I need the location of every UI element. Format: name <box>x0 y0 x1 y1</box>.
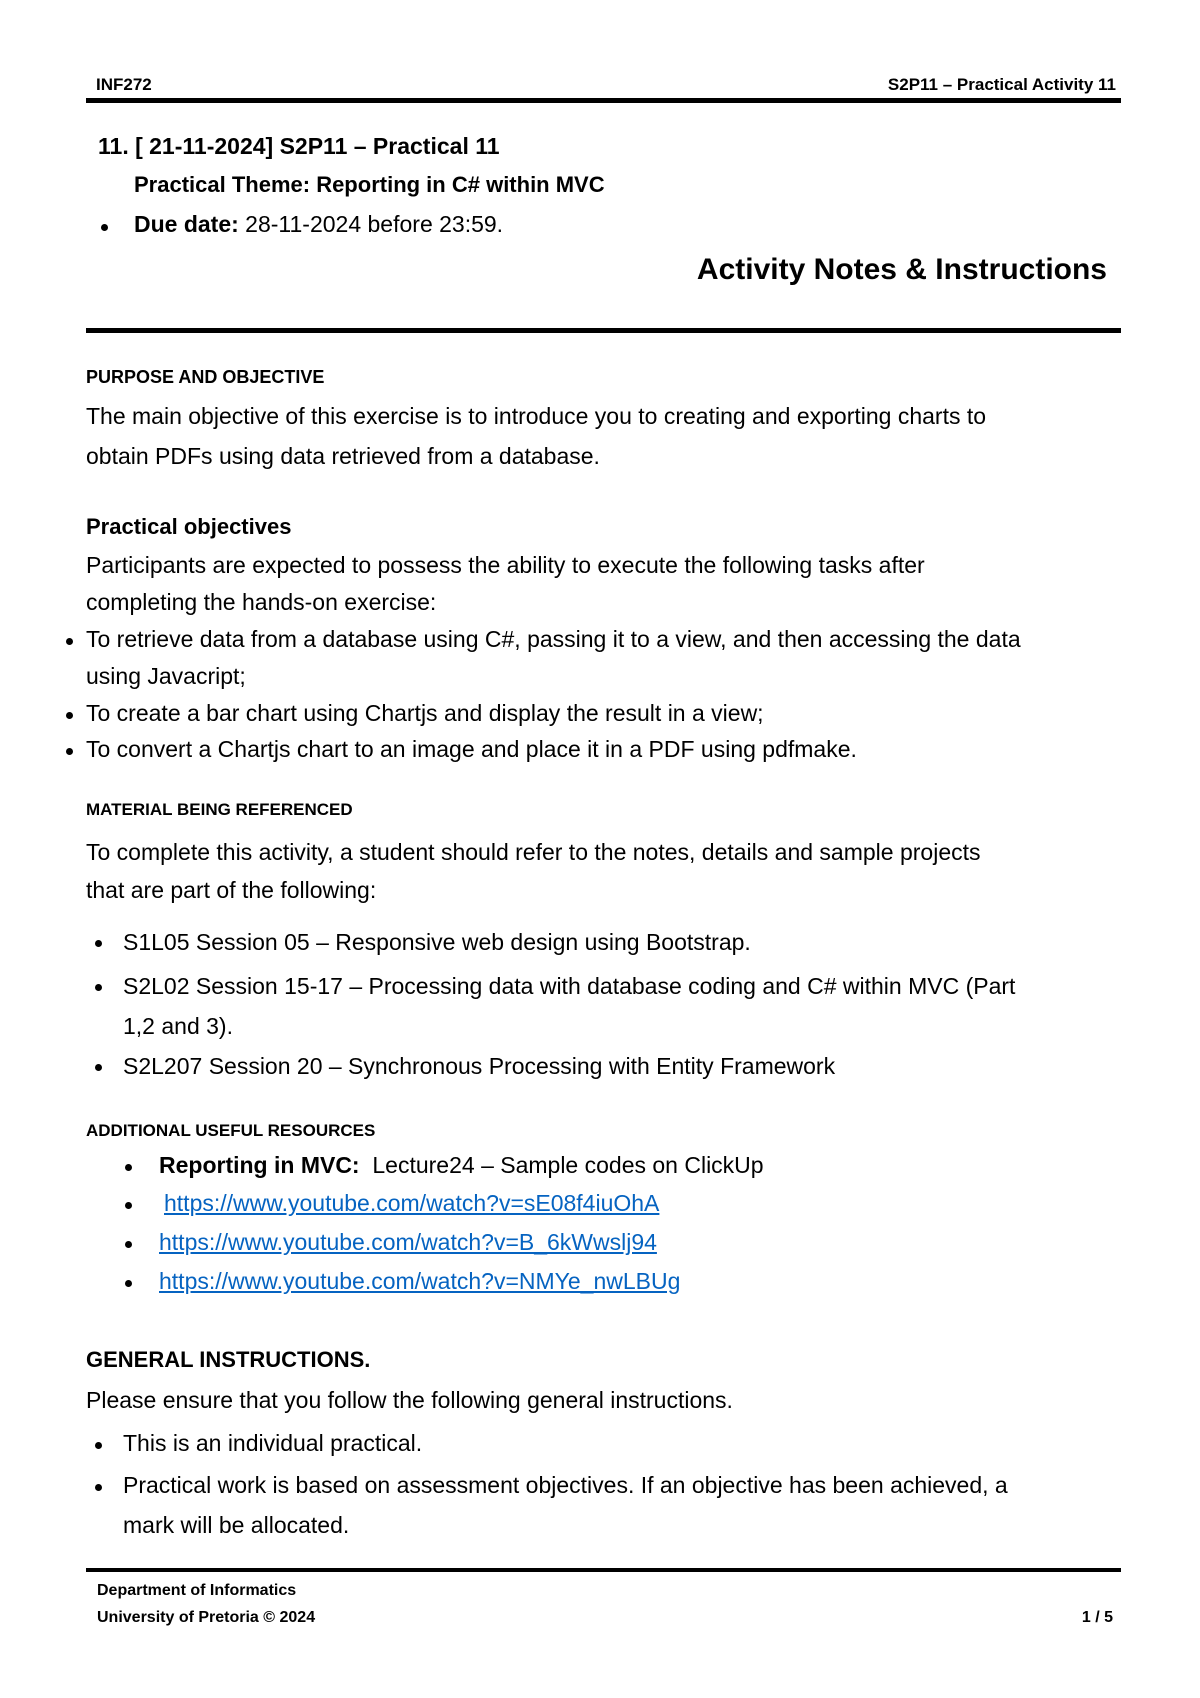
footer-university: University of Pretoria © 2024 <box>97 1609 316 1626</box>
material-item-2-line-2: 1,2 and 3). <box>123 1013 233 1039</box>
purpose-line-2: obtain PDFs using data retrieved from a database. <box>86 443 600 469</box>
objective-item-1-line-1: To retrieve data from a database using C#, passing it to a view, and then accessing the data <box>86 626 1021 652</box>
practical-theme: Practical Theme: Reporting in C# within MVC <box>134 172 605 197</box>
bullet-icon <box>125 1241 132 1248</box>
purpose-line-1: The main objective of this exercise is to introduce you to creating and exporting charts to <box>86 403 987 429</box>
material-item-3: S2L207 Session 20 – Synchronous Processing with Entity Framework <box>123 1053 836 1079</box>
objectives-intro-line-1: Participants are expected to possess the ability to execute the following tasks after <box>86 552 925 578</box>
resource-link-3[interactable]: https://www.youtube.com/watch?v=NMYe_nwLBUg <box>159 1268 681 1294</box>
bullet-icon <box>125 1202 132 1209</box>
activity-notes-heading: Activity Notes & Instructions <box>696 253 1107 286</box>
objective-item-1-line-2: using Javacript; <box>86 663 246 689</box>
bullet-icon <box>95 1442 102 1449</box>
practical-objectives-heading: Practical objectives <box>86 514 292 539</box>
due-date <box>134 211 503 238</box>
bullet-icon <box>125 1280 132 1287</box>
general-item-2-line-2: mark will be allocated. <box>123 1512 350 1538</box>
bullet-icon <box>66 638 73 645</box>
objectives-intro-line-2: completing the hands-on exercise: <box>86 589 437 615</box>
general-item-1: This is an individual practical. <box>123 1430 423 1456</box>
practical-number-line: 11. [ 21-11-2024] S2P11 – Practical 11 <box>98 133 500 159</box>
resource-item-reporting <box>159 1147 764 1184</box>
material-item-1: S1L05 Session 05 – Responsive web design using Bootstrap. <box>123 929 751 955</box>
material-intro-line-1: To complete this activity, a student should refer to the notes, details and sample projects <box>86 839 981 865</box>
objective-item-3: To convert a Chartjs chart to an image and place it in a PDF using pdfmake. <box>86 736 857 762</box>
bullet-icon <box>66 712 73 719</box>
general-item-2-line-1: Practical work is based on assessment objectives. If an objective has been achieved, a <box>123 1472 1008 1498</box>
material-item-2-line-1: S2L02 Session 15-17 – Processing data with database coding and C# within MVC (Part <box>123 973 1016 999</box>
general-instructions-heading: GENERAL INSTRUCTIONS. <box>86 1347 371 1372</box>
bullet-icon <box>66 748 73 755</box>
bullet-icon <box>101 224 108 231</box>
header-activity-title: S2P11 – Practical Activity 11 <box>887 75 1116 94</box>
header-course-code: INF272 <box>96 75 152 94</box>
resource-link-1[interactable]: https://www.youtube.com/watch?v=sE08f4iuOhA <box>164 1190 660 1216</box>
material-heading: MATERIAL BEING REFERENCED <box>86 800 353 819</box>
resources-heading: ADDITIONAL USEFUL RESOURCES <box>86 1121 376 1140</box>
header-rule <box>86 98 1121 103</box>
section-rule <box>86 328 1121 333</box>
objective-item-2: To create a bar chart using Chartjs and display the result in a view; <box>86 700 764 726</box>
resource-item-reporting-label: Reporting in MVC: <box>159 1152 360 1178</box>
resource-item-reporting-text: Lecture24 – Sample codes on ClickUp <box>359 1152 764 1178</box>
bullet-icon <box>125 1164 132 1171</box>
bullet-icon <box>95 984 102 991</box>
bullet-icon <box>95 940 102 947</box>
footer-rule <box>86 1568 1121 1572</box>
footer-page-number: 1 / 5 <box>1081 1609 1113 1626</box>
bullet-icon <box>95 1064 102 1071</box>
due-date-value: 28-11-2024 before 23:59. <box>238 211 504 237</box>
purpose-heading: PURPOSE AND OBJECTIVE <box>86 367 325 387</box>
general-instructions-intro: Please ensure that you follow the following general instructions. <box>86 1387 733 1413</box>
bullet-icon <box>95 1484 102 1491</box>
material-intro-line-2: that are part of the following: <box>86 877 377 903</box>
due-date-label: Due date: <box>134 211 239 237</box>
resource-link-2[interactable]: https://www.youtube.com/watch?v=B_6kWwslj94 <box>159 1229 657 1255</box>
footer-department: Department of Informatics <box>97 1582 297 1599</box>
